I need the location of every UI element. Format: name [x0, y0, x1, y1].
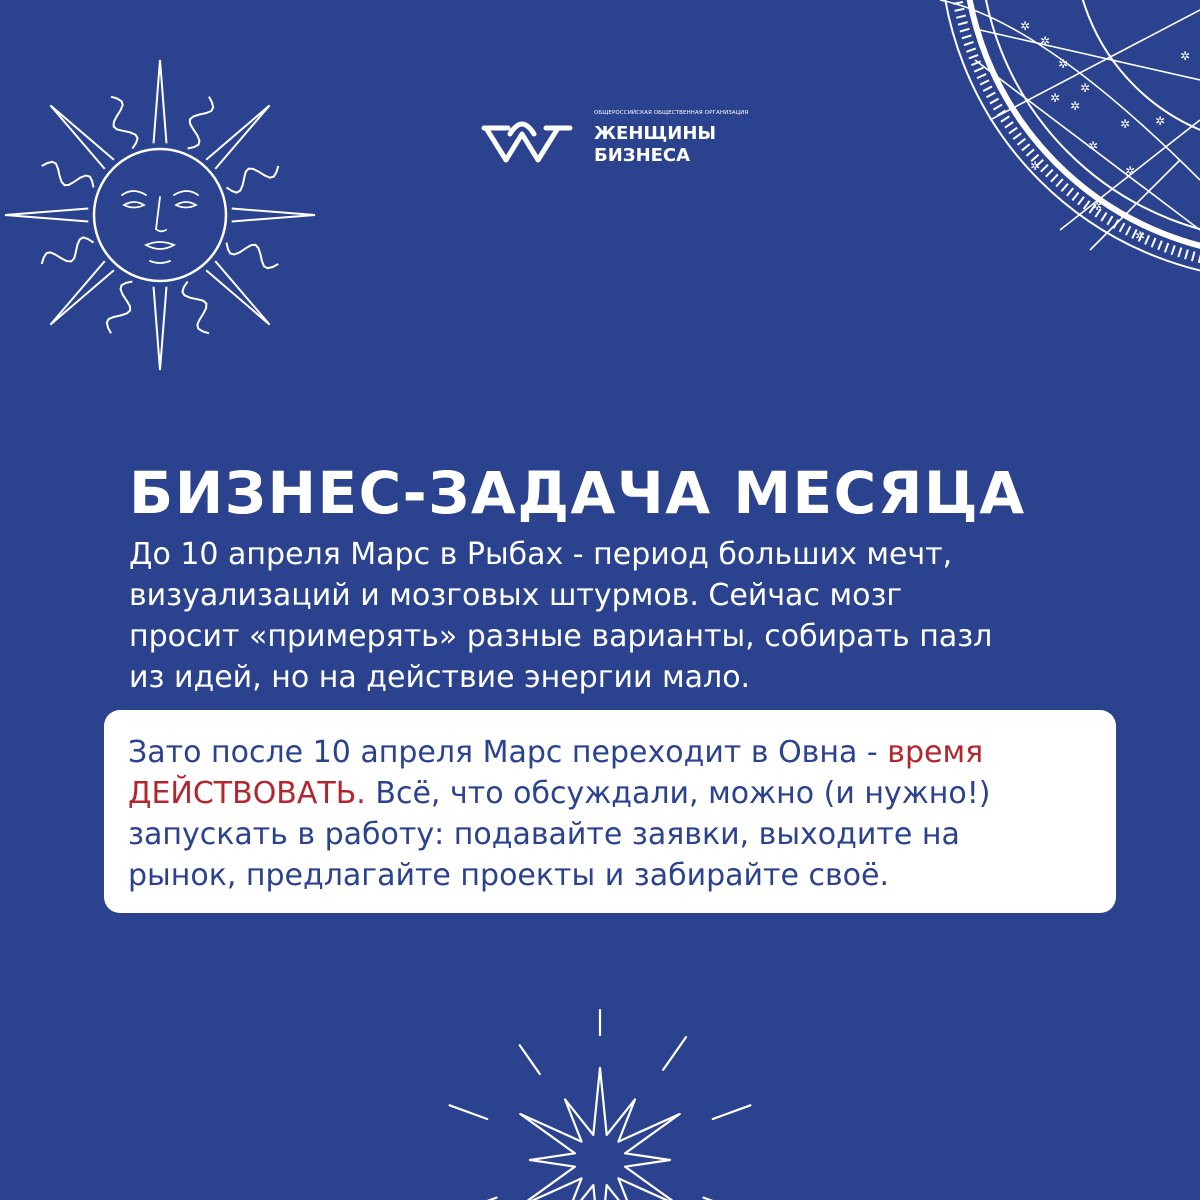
svg-text:✲: ✲ — [1155, 114, 1166, 128]
card-paragraph — [128, 732, 990, 896]
card-line: запускать в работу: подавайте заявки, выходите на — [128, 817, 960, 852]
svg-text:✲: ✲ — [1135, 229, 1146, 243]
sun-ray — [50, 105, 113, 168]
card-line: рынок, предлагайте проекты и забирайте своё. — [128, 858, 889, 893]
svg-text:✲: ✲ — [1030, 159, 1041, 173]
sun-wavy-ray — [42, 162, 94, 188]
svg-text:✲: ✲ — [1180, 49, 1191, 63]
svg-text:✲: ✲ — [1040, 34, 1051, 48]
logo-name — [594, 123, 716, 167]
intro-line: просит «примерять» разные варианты, собирать пазл — [129, 619, 993, 654]
starburst-ray — [450, 1105, 488, 1119]
card-line-text: Всё, что обсуждали, можно (и нужно!) — [365, 776, 991, 811]
sun-wavy-ray — [42, 237, 94, 264]
sun-ray — [5, 209, 88, 222]
card-accent-text: время — [887, 735, 984, 770]
sun-ray — [154, 287, 167, 370]
zodiac-wheel-icon — [880, 0, 1200, 290]
logo-name-line2: БИЗНЕСА — [594, 145, 691, 166]
highlight-card — [104, 710, 1116, 913]
sun-wavy-ray — [111, 97, 138, 149]
sun-wavy-ray — [227, 166, 279, 193]
starburst-ray — [713, 1105, 751, 1119]
page-title: БИЗНЕС-ЗАДАЧА МЕСЯЦА — [129, 459, 1026, 527]
starburst-ray — [520, 1045, 540, 1074]
svg-text:✲: ✲ — [1080, 81, 1091, 95]
logo-mark-icon — [480, 110, 580, 168]
starburst-ray — [663, 1037, 686, 1070]
intro-paragraph — [129, 534, 1129, 698]
svg-text:✲: ✲ — [1020, 19, 1031, 33]
sun-wavy-ray — [107, 282, 133, 334]
sun-wavy-ray — [227, 243, 279, 269]
sun-ray — [206, 105, 269, 168]
svg-text:✲: ✲ — [1088, 139, 1099, 153]
sun-ray — [154, 60, 167, 143]
svg-text:✲: ✲ — [1125, 164, 1136, 178]
svg-text:✲: ✲ — [1120, 117, 1131, 131]
svg-text:✲: ✲ — [1070, 99, 1081, 113]
card-line — [128, 732, 990, 773]
starburst-icon — [420, 1000, 760, 1200]
sun-ray — [50, 261, 113, 324]
intro-line: из идей, но на действие энергии мало. — [129, 660, 751, 695]
sun-wavy-ray — [182, 282, 209, 334]
sun-wavy-ray — [188, 97, 214, 149]
logo-name-line1: ЖЕНЩИНЫ — [594, 123, 717, 144]
card-line — [128, 773, 990, 814]
sun-face-icon — [0, 55, 320, 375]
logo-org-line: ОБЩЕРОССИЙСКАЯ ОБЩЕСТВЕННАЯ ОРГАНИЗАЦИЯ — [594, 110, 749, 116]
card-line-text: Зато после 10 апреля Марс переходит в Овна - — [128, 735, 888, 770]
svg-text:✲: ✲ — [1092, 199, 1103, 213]
sun-ray — [206, 261, 269, 324]
svg-text:✲: ✲ — [1058, 57, 1069, 71]
intro-line: визуализаций и мозговых штурмов. Сейчас мозг — [129, 578, 903, 613]
card-accent-text: ДЕЙСТВОВАТЬ. — [128, 776, 366, 811]
sun-ray — [232, 209, 315, 222]
svg-text:✲: ✲ — [1050, 91, 1061, 105]
intro-line: До 10 апреля Марс в Рыбах - период больших мечт, — [129, 537, 953, 572]
